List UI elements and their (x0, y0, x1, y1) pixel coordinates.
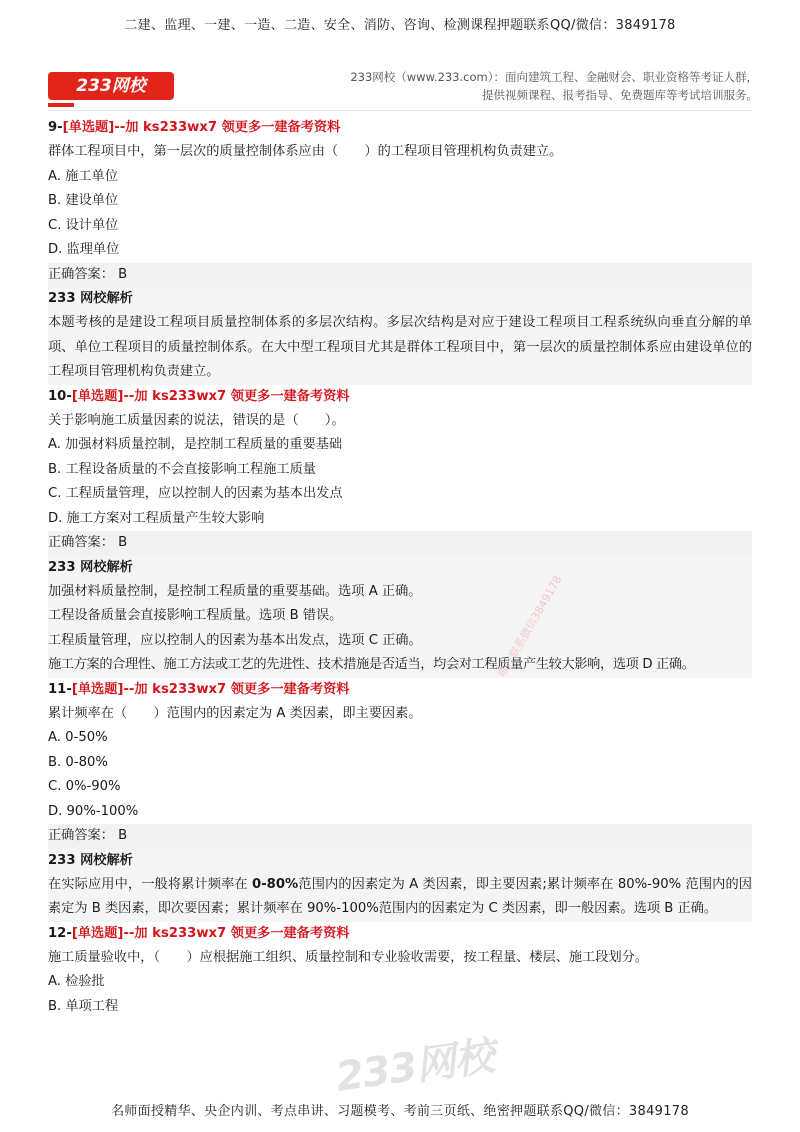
header-divider (48, 110, 752, 111)
analysis-part: 范围内的因素定为 A 类因素，即主要因素;累计频率在 80%-90% 范围内的因素定为 B 类因素，即次要因素；累计频率在 90%-100%范围内的因素定为 C 类因素，即一般因素。选项 B 正确。 (48, 876, 752, 916)
question-type-link[interactable]: [单选题]--加 ks233wx7 领更多一建备考资料 (71, 925, 350, 941)
header-info-line-1: 233网校（www.233.com）：面向建筑工程、金融财会、职业资格等考证人群， (350, 70, 758, 84)
logo-underline (48, 103, 74, 107)
question-number: 10- (48, 388, 72, 404)
question-type-link[interactable]: [单选题]--加 ks233wx7 领更多一建备考资料 (62, 120, 341, 135)
analysis-text: 本题考核的是建设工程项目质量控制体系的多层次结构。多层次结构是对应于建设工程项目工程系统纵向垂直分解的单项、单位工程项目的质量控制体系。在大中型工程项目尤其是群体工程项目中，第一层次的质量控制体系应由建设单位的工程项目管理机构负责建立。 (48, 315, 752, 379)
correct-answer: 正确答案： B (48, 263, 752, 288)
option-b: B. 0-80% (48, 754, 108, 770)
analysis-title: 233 网校解析 (48, 852, 133, 868)
question-type-link[interactable]: [单选题]--加 ks233wx7 领更多一建备考资料 (71, 681, 350, 697)
question-list (48, 116, 752, 1019)
option-c: C. 设计单位 (48, 217, 119, 233)
question-header (48, 116, 752, 140)
analysis-text (48, 873, 752, 922)
option-b: B. 单项工程 (48, 998, 119, 1014)
question-text: 关于影响施工质量因素的说法，错误的是（ ）。 (48, 412, 345, 428)
analysis-title: 233 网校解析 (48, 559, 133, 575)
option-b: B. 工程设备质量的不会直接影响工程施工质量 (48, 461, 316, 477)
analysis-line: 工程质量管理，应以控制人的因素为基本出发点，选项 C 正确。 (48, 632, 422, 648)
option-d: D. 施工方案对工程质量产生较大影响 (48, 510, 265, 526)
header-info-line-2: 提供视频课程、报考指导、免费题库等考试培训服务。 (482, 88, 758, 102)
question-type-link[interactable]: [单选题]--加 ks233wx7 领更多一建备考资料 (71, 388, 350, 404)
option-c: C. 工程质量管理，应以控制人的因素为基本出发点 (48, 486, 343, 501)
analysis-part: 在实际应用中，一般将累计频率在 (48, 876, 253, 892)
question-number: 9- (48, 120, 63, 135)
analysis-line: 施工方案的合理性、施工方法或工艺的先进性、技术措施是否适当，均会对工程质量产生较大影响，选项 D 正确。 (48, 657, 695, 672)
header-description (318, 68, 758, 104)
option-a: A. 施工单位 (48, 168, 118, 184)
question-9 (48, 116, 752, 385)
side-watermark-stamp: 唯一联系微信3849178 (495, 573, 565, 680)
option-a: A. 加强材料质量控制，是控制工程质量的重要基础 (48, 437, 343, 452)
question-text: 累计频率在（ ）范围内的因素定为 A 类因素，即主要因素。 (48, 705, 422, 721)
question-header (48, 922, 752, 946)
analysis-line: 加强材料质量控制，是控制工程质量的重要基础。选项 A 正确。 (48, 583, 422, 599)
option-a: A. 0-50% (48, 730, 108, 745)
question-number: 12- (48, 925, 72, 941)
option-b: B. 建设单位 (48, 193, 119, 208)
question-number: 11- (48, 681, 72, 697)
analysis-block (48, 556, 752, 678)
option-d: D. 90%-100% (48, 803, 139, 819)
question-text: 群体工程项目中，第一层次的质量控制体系应由（ ）的工程项目管理机构负责建立。 (48, 144, 563, 159)
top-promo-banner: 二建、监理、一建、一造、二造、安全、消防、咨询、检测课程押题联系QQ/微信：3849178 (124, 18, 676, 33)
brand-watermark: 233网校 (333, 1033, 497, 1101)
question-header (48, 385, 752, 409)
analysis-block (48, 849, 752, 922)
analysis-highlight: 0-80% (252, 876, 299, 892)
question-header (48, 678, 752, 702)
analysis-title: 233 网校解析 (48, 291, 133, 306)
question-10 (48, 385, 752, 678)
bottom-promo-banner: 名师面授精华、央企内训、考点串讲、习题模考、考前三页纸、绝密押题联系QQ/微信：3849178 (111, 1104, 689, 1119)
option-a: A. 检验批 (48, 974, 105, 989)
analysis-block (48, 287, 752, 385)
question-11 (48, 678, 752, 922)
question-text: 施工质量验收中，（ ）应根据施工组织、质量控制和专业验收需要，按工程量、楼层、施工段划分。 (48, 949, 649, 965)
brand-logo[interactable]: 233网校 (48, 72, 174, 100)
correct-answer: 正确答案： B (48, 824, 752, 849)
correct-answer: 正确答案： B (48, 531, 752, 556)
option-d: D. 监理单位 (48, 242, 120, 257)
question-12 (48, 922, 752, 1020)
analysis-line: 工程设备质量会直接影响工程质量。选项 B 错误。 (48, 608, 343, 623)
option-c: C. 0%-90% (48, 779, 121, 794)
